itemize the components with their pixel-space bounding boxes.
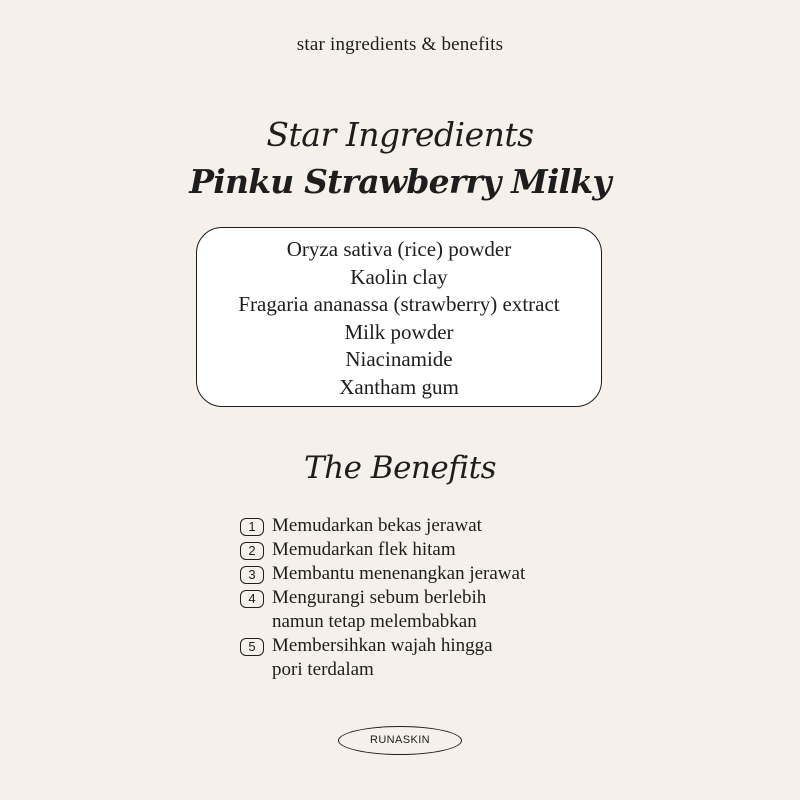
benefit-item — [240, 514, 580, 538]
ingredient-item: Kaolin clay — [350, 264, 448, 289]
benefit-item — [240, 586, 580, 634]
benefit-item — [240, 562, 580, 586]
benefit-number-badge: 2 — [240, 542, 264, 560]
ingredients-title: Star Ingredients — [266, 115, 534, 154]
product-name: Pinku Strawberry Milky — [189, 162, 611, 201]
brand-logo: RUNASKIN — [338, 726, 462, 755]
benefit-text: Memudarkan flek hitam — [272, 539, 456, 560]
ingredient-item: Fragaria ananassa (strawberry) extract — [238, 292, 560, 316]
benefit-number-badge: 4 — [240, 590, 264, 608]
benefit-text: Membantu menenangkan jerawat — [272, 563, 526, 584]
ingredients-box — [196, 227, 602, 407]
ingredient-item: Milk powder — [344, 319, 454, 344]
benefit-item — [240, 538, 580, 562]
benefits-list — [240, 514, 580, 682]
benefit-item — [240, 634, 580, 682]
benefit-text: Mengurangi sebum berlebih namun tetap melembabkan — [272, 587, 487, 632]
ingredient-item: Niacinamide — [345, 347, 453, 371]
benefit-text: Memudarkan bekas jerawat — [272, 515, 482, 536]
ingredient-item: Oryza sativa (rice) powder — [286, 237, 512, 261]
benefit-number-badge: 5 — [240, 638, 264, 656]
header-label: star ingredients & benefits — [296, 34, 504, 55]
benefit-number-badge: 3 — [240, 566, 264, 584]
ingredient-item: Xantham gum — [339, 374, 459, 399]
benefits-title: The Benefits — [303, 450, 497, 486]
benefit-number-badge: 1 — [240, 518, 264, 536]
benefit-text: Membersihkan wajah hingga pori terdalam — [272, 635, 493, 680]
